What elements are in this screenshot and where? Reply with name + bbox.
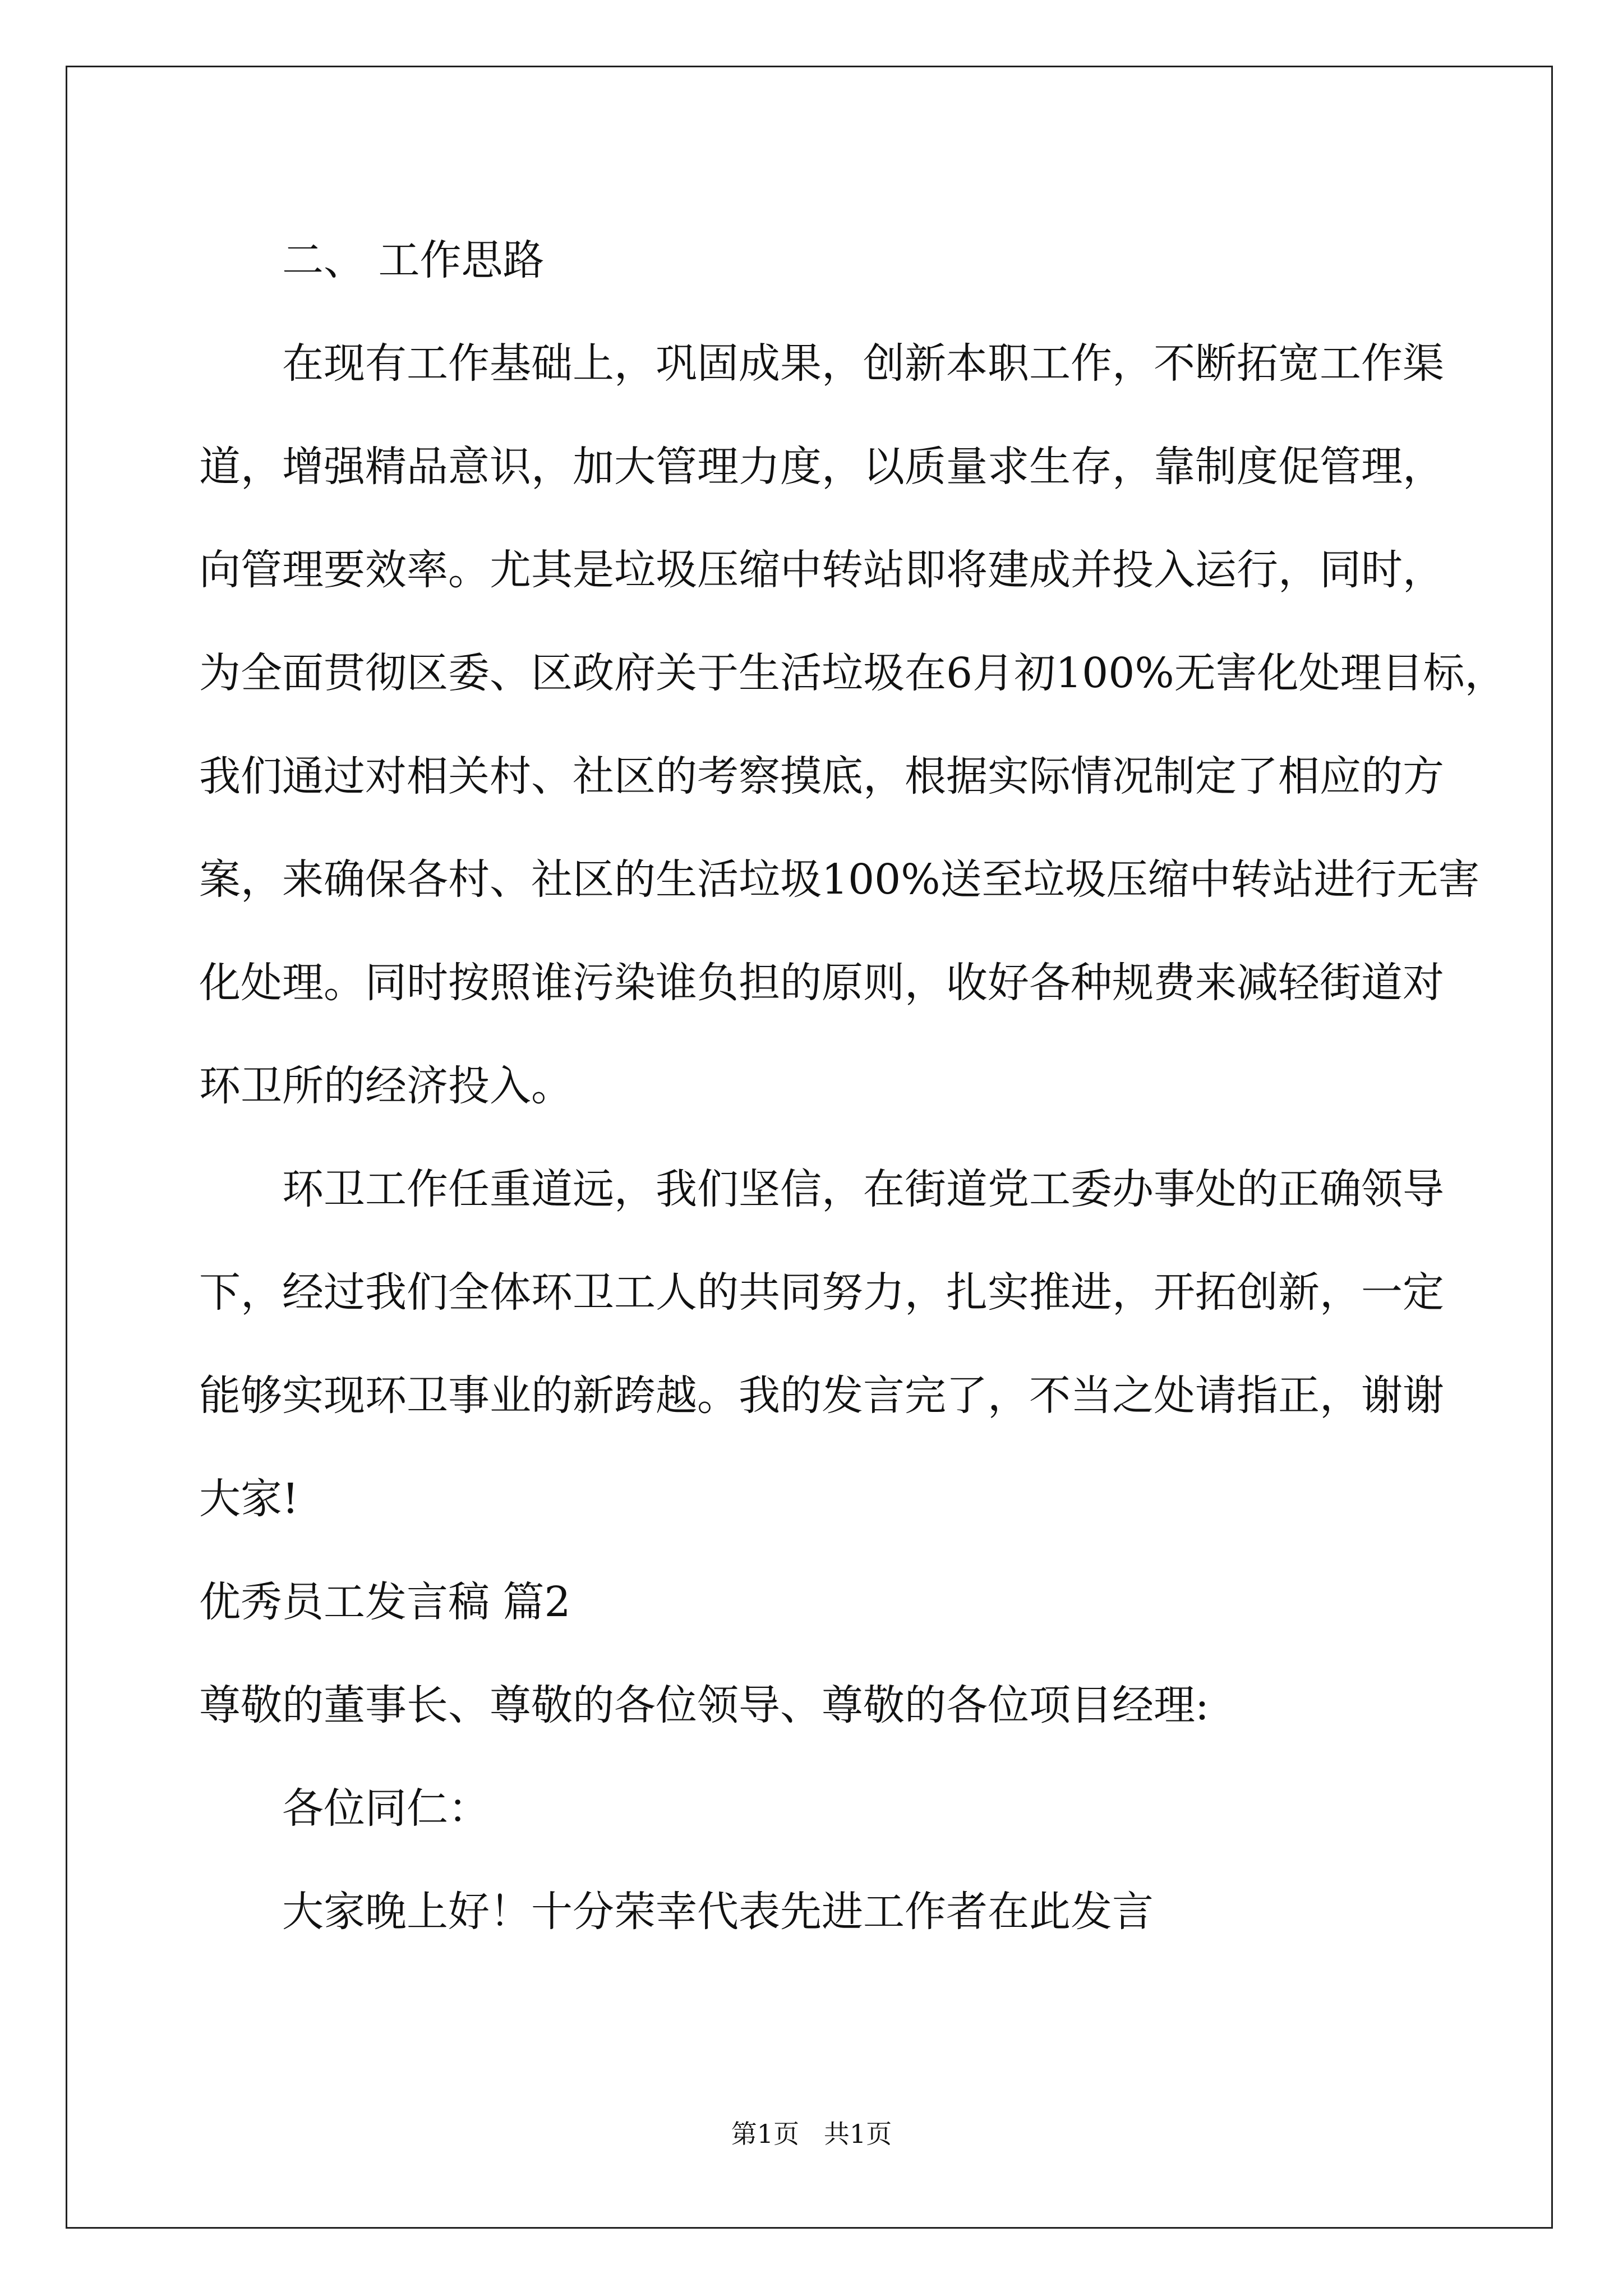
paragraph-line: 在现有工作基础上，巩固成果，创新本职工作，不断拓宽工作渠 (282, 339, 1444, 388)
article-title: 优秀员工发言稿 篇2 (199, 1578, 571, 1626)
paragraph-line: 案，来确保各村、社区的生活垃圾100%送至垃圾压缩中转站进行无害 (199, 855, 1480, 904)
paragraph-closing (199, 1138, 1444, 1550)
paragraph-line: 能够实现环卫事业的新跨越。我的发言完了，不当之处请指正，谢谢 (199, 1372, 1444, 1420)
paragraph-line: 为全面贯彻区委、区政府关于生活垃圾在6月初100%无害化处理目标， (199, 649, 1506, 697)
paragraph-work-ideas (199, 312, 1506, 1138)
paragraph-line: 下，经过我们全体环卫工人的共同努力，扎实推进，开拓创新，一定 (199, 1268, 1444, 1317)
document-body (199, 209, 1506, 1963)
salutation: 尊敬的董事长、尊敬的各位领导、尊敬的各位项目经理: (199, 1681, 1209, 1729)
paragraph-line: 环卫工作任重道远，我们坚信，在街道党工委办事处的正确领导 (282, 1165, 1444, 1213)
paragraph-line: 我们通过对相关村、社区的考察摸底，根据实际情况制定了相应的方 (199, 752, 1444, 800)
page-footer: 第1页 共1页 (731, 2119, 892, 2149)
paragraph-line: 化处理。同时按照谁污染谁负担的原则，收好各种规费来减轻街道对 (199, 959, 1444, 1007)
paragraph-line: 环卫所的经济投入。 (199, 1062, 573, 1110)
opening-line: 大家晚上好！十分荣幸代表先进工作者在此发言 (282, 1888, 1154, 1936)
paragraph-line: 大家! (199, 1475, 299, 1523)
paragraph-line: 道，增强精品意识，加大管理力度，以质量求生存，靠制度促管理， (199, 443, 1444, 491)
greeting: 各位同仁： (282, 1784, 490, 1833)
paragraph-line: 向管理要效率。尤其是垃圾压缩中转站即将建成并投入运行，同时， (199, 546, 1444, 594)
section-heading: 二、 工作思路 (282, 236, 545, 284)
